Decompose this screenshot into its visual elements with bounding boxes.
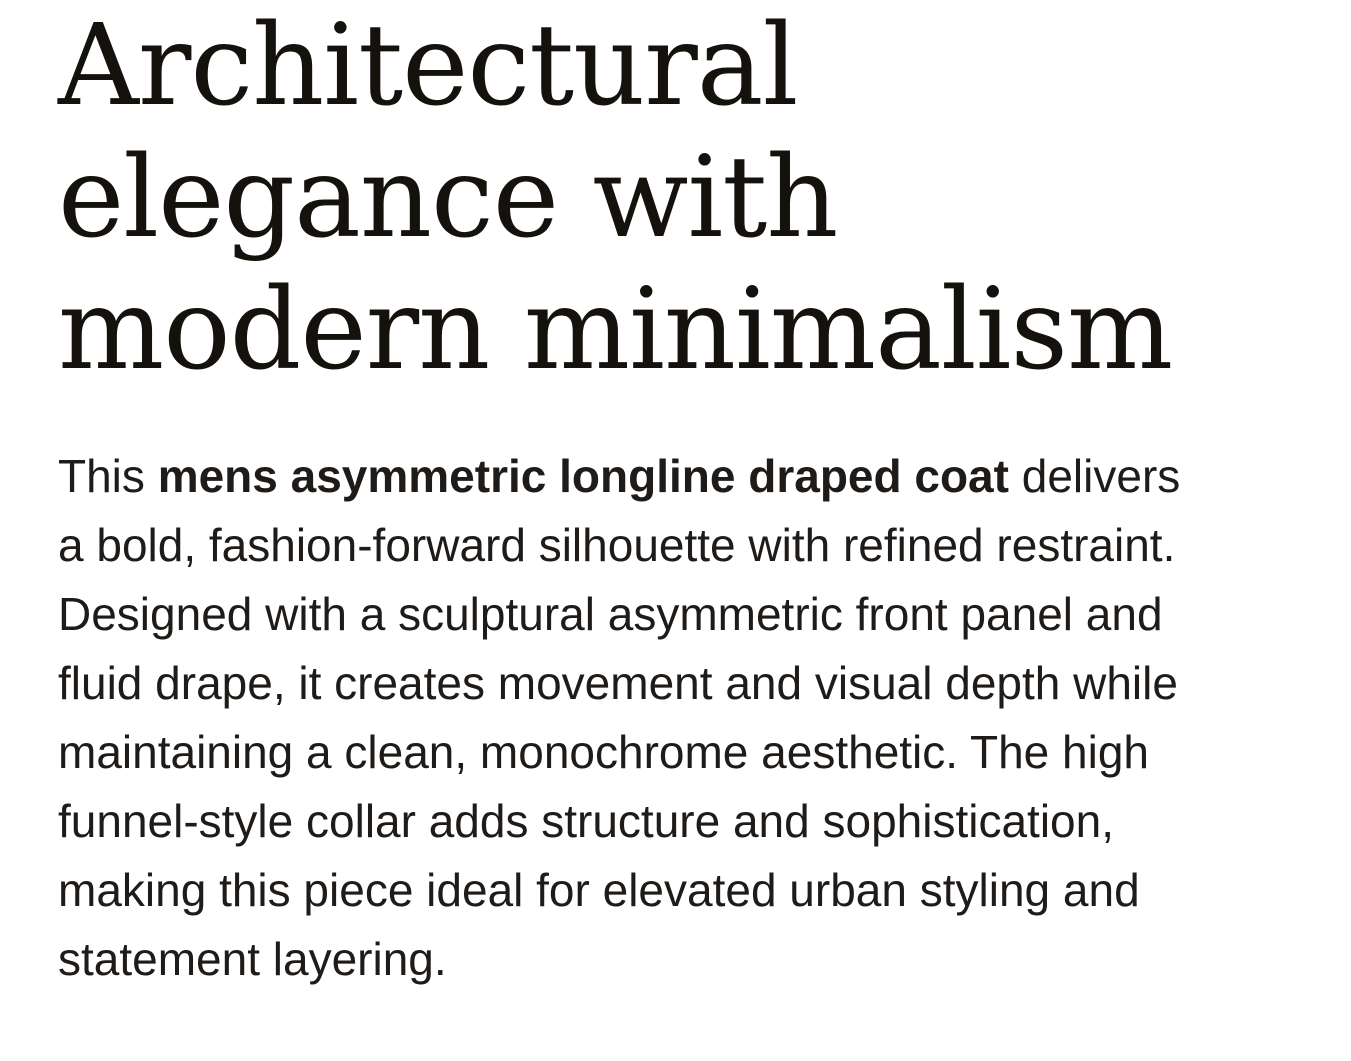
headline-line-1: Architectural bbox=[58, 1, 798, 131]
headline bbox=[58, 0, 1318, 396]
headline-line-2: elegance with bbox=[58, 133, 838, 263]
headline-line-3: modern minimalism bbox=[58, 265, 1173, 395]
description-body: delivers a bold, fashion-forward silhouette with refined restraint. Designed with a sculptural asymmetric front panel and fluid drape, it creates movement and visual depth while maintaining a clean, monochrome aesthetic. The high funnel-style collar adds structure and sophistication, making this piece ideal for elevated urban styling and statement layering. bbox=[58, 450, 1181, 985]
description-lead: This bbox=[58, 450, 158, 502]
product-name-emphasis: mens asymmetric longline draped coat bbox=[157, 450, 1009, 502]
product-description-section bbox=[58, 0, 1318, 994]
product-description bbox=[58, 442, 1198, 994]
